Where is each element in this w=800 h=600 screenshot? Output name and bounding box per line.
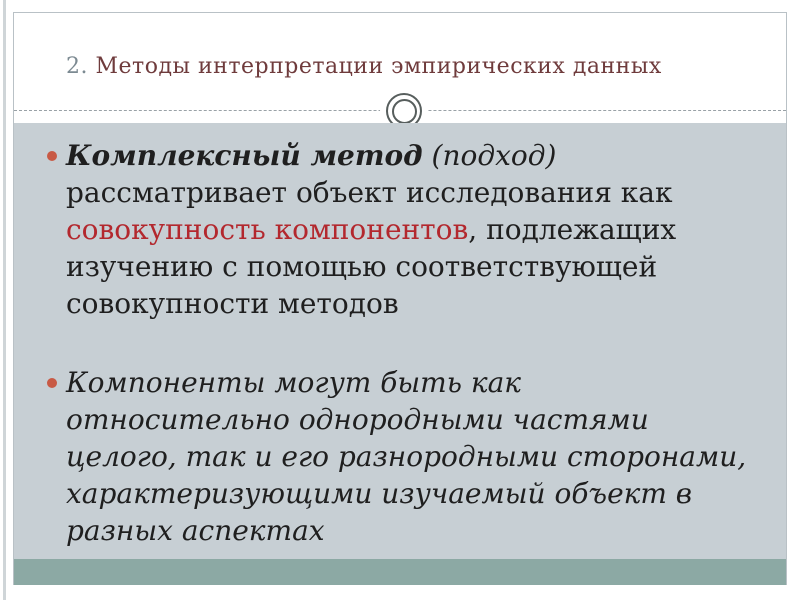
bullet-line: Компоненты могут быть как	[66, 366, 521, 399]
bullet-dot-icon	[47, 151, 57, 161]
bullet-line: совокупности методов	[66, 287, 399, 320]
slide	[13, 12, 787, 585]
bullet-item-complex-method	[14, 137, 786, 322]
left-edge-line	[3, 0, 6, 600]
circle-ornament-inner-ring	[392, 99, 417, 124]
bullet-line: относительно однородными частями	[66, 403, 649, 436]
bullet-line: изучению с помощью соответствующей	[66, 250, 658, 283]
bullet-line	[66, 137, 786, 174]
slide-title	[66, 53, 662, 81]
bullet-text-red-emphasis: совокупность компонентов	[66, 213, 469, 246]
slide-title-text: Методы интерпретации эмпирических данных	[88, 54, 662, 79]
bullet-text-emphasis: Комплексный метод	[66, 139, 423, 172]
bottom-band	[14, 559, 786, 585]
bullet-line: разных аспектах	[66, 514, 325, 547]
bullet-line: рассматривает объект исследования как	[66, 176, 673, 209]
bullet-text: , подлежащих	[468, 213, 677, 246]
bullet-line: целого, так и его разнородными сторонами,	[66, 440, 747, 473]
bullet-dot-icon	[47, 378, 57, 388]
bullet-item-components	[14, 364, 786, 549]
bullet-line: характеризующими изучаемый объект в	[66, 477, 693, 510]
slide-title-number: 2.	[66, 54, 88, 79]
bullet-text-paren: (подход)	[422, 139, 557, 172]
bullet-line	[66, 211, 786, 248]
content-area	[14, 123, 786, 559]
